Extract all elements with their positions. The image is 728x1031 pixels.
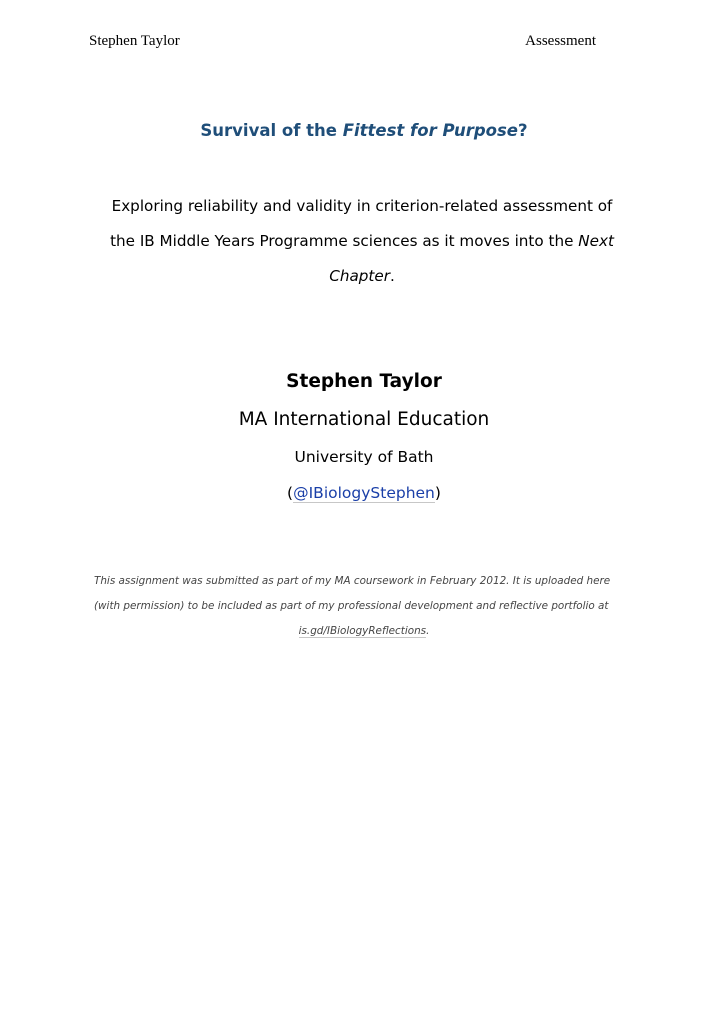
title-emphasis: Fittest for Purpose xyxy=(342,121,518,140)
submission-note xyxy=(94,569,634,644)
title-suffix: ? xyxy=(518,121,528,140)
document-subtitle xyxy=(92,189,632,294)
subtitle-line-2-text: the IB Middle Years Programme sciences as it moves into the xyxy=(110,232,579,250)
subtitle-line-1: Exploring reliability and validity in criterion-related assessment of xyxy=(111,197,613,215)
note-line-2: (with permission) to be included as part of my professional development and reflective portfolio at xyxy=(94,600,609,612)
subtitle-line-2 xyxy=(92,224,632,259)
title-prefix: Survival of the xyxy=(200,121,343,140)
note-end: . xyxy=(426,625,430,637)
author-name: Stephen Taylor xyxy=(286,371,442,392)
subtitle-line-3-end: . xyxy=(389,267,395,285)
running-header-author: Stephen Taylor xyxy=(89,33,180,49)
twitter-handle xyxy=(0,481,728,505)
handle-close-paren: ) xyxy=(434,484,441,502)
subtitle-line-2-emphasis: Next xyxy=(578,232,614,250)
running-header-section: Assessment xyxy=(525,33,596,49)
university-name: University of Bath xyxy=(294,448,434,466)
subtitle-line-3-emphasis: Chapter xyxy=(329,267,390,285)
note-line-1: This assignment was submitted as part of my MA coursework in February 2012. It is uploaded here xyxy=(94,575,611,587)
note-line-3 xyxy=(94,619,634,644)
handle-open-paren: ( xyxy=(287,484,294,502)
twitter-handle-link[interactable]: @IBiologyStephen xyxy=(293,484,435,502)
degree-programme: MA International Education xyxy=(238,409,490,430)
portfolio-link[interactable]: is.gd/IBiologyReflections xyxy=(298,625,427,637)
document-title xyxy=(0,121,728,140)
subtitle-line-3 xyxy=(92,259,632,294)
author-block xyxy=(0,368,728,505)
